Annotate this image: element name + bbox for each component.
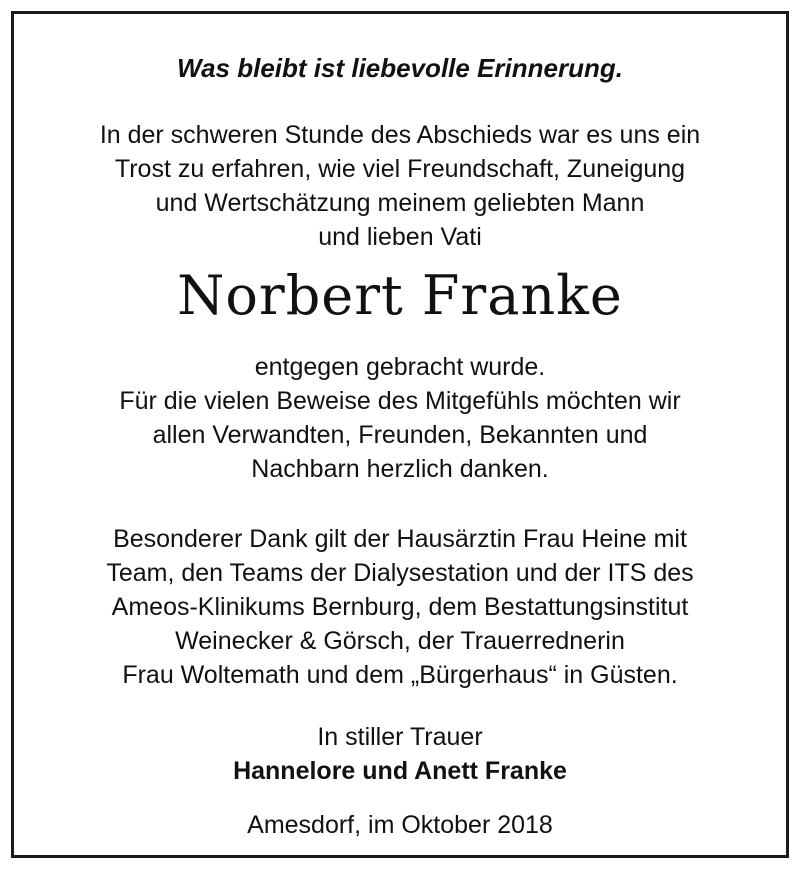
thanks-line: Nachbarn herzlich danken. (251, 455, 549, 483)
special-thanks-line: Besonderer Dank gilt der Hausärztin Frau Heine mit (113, 525, 687, 553)
intro-line: Trost zu erfahren, wie viel Freundschaft, Zuneigung (114, 155, 686, 183)
intro-line: und Wertschätzung meinem geliebten Mann (155, 189, 645, 217)
thanks-line: entgegen gebracht wurde. (254, 353, 546, 381)
intro-line: und lieben Vati (318, 223, 482, 251)
notice-frame (11, 11, 789, 858)
place-date: Amesdorf, im Oktober 2018 (247, 811, 553, 839)
thanks-line: allen Verwandten, Freunden, Bekannten und (152, 421, 648, 449)
intro-paragraph (14, 118, 786, 254)
special-thanks-line: Weinecker & Görsch, der Trauerrednerin (175, 627, 625, 655)
mourning-phrase: In stiller Trauer (317, 723, 483, 751)
thanks-paragraph (14, 350, 786, 486)
special-thanks-line: Team, den Teams der Dialysestation und der ITS des (106, 559, 694, 587)
special-thanks-paragraph (14, 522, 786, 692)
special-thanks-line: Ameos-Klinikums Bernburg, dem Bestattungsinstitut (111, 593, 689, 621)
thanks-line: Für die vielen Beweise des Mitgefühls möchten wir (119, 387, 681, 415)
signatories: Hannelore und Anett Franke (233, 757, 567, 785)
deceased-name: Norbert Franke (177, 264, 623, 327)
intro-line: In der schweren Stunde des Abschieds war es uns ein (99, 121, 701, 149)
motto-heading: Was bleibt ist liebevolle Erinnerung. (177, 53, 623, 83)
special-thanks-line: Frau Woltemath und dem „Bürgerhaus“ in Güsten. (122, 661, 678, 689)
